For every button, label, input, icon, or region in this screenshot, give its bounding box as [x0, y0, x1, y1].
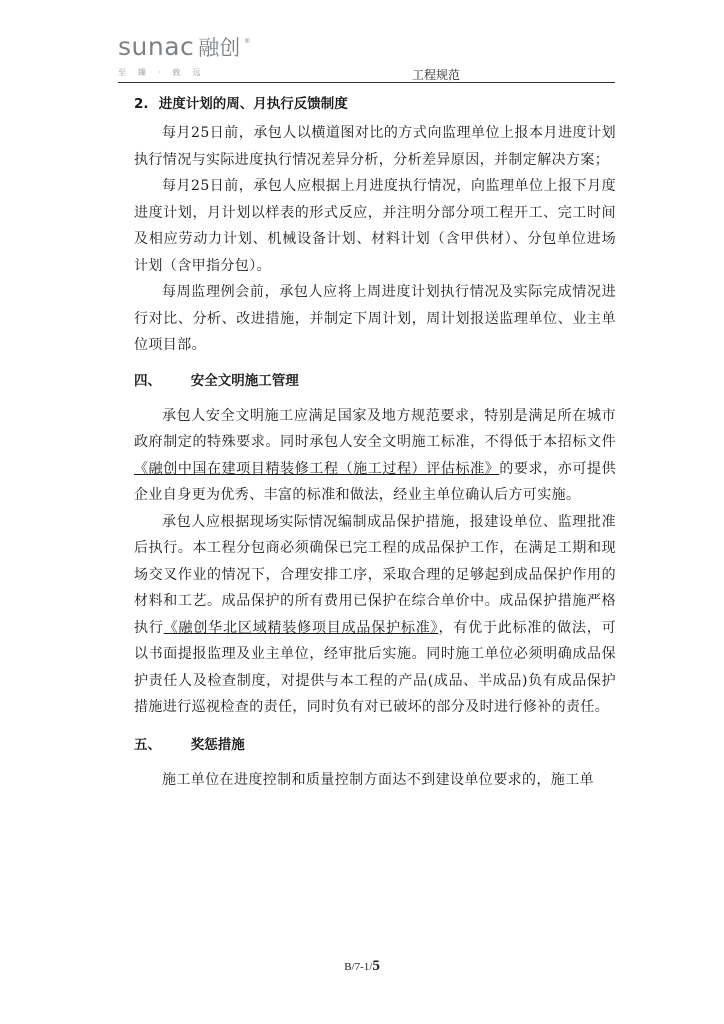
logo-tagline: 至臻·致远 [118, 68, 213, 77]
section-2-heading [134, 94, 616, 114]
page-content [134, 94, 616, 793]
section-2-paragraph-2: 每月25日前，承包人应根据上月进度执行情况，向监理单位上报下月度进度计划，月计划以样表的形式反应，并注明分部分项工程开工、完工时间及相应劳动力计划、机械设备计划、材料计划（含甲供材）、分包单位进场计划（含甲指分包）。 [134, 178, 616, 274]
evaluation-standard-reference: 《融创中国在建项目精装修工程（施工过程）评估标准》 [134, 460, 500, 477]
protection-standard-reference: 《融创华北区域精装修项目成品保护标准》 [163, 619, 439, 636]
section-2-title: 进度计划的周、月执行反馈制度 [158, 96, 348, 112]
section-4-paragraph-2 [134, 509, 616, 721]
section-4-paragraph-2-text-a: 承包人应根据现场实际情况编制成品保护措施，报建设单位、监理批准后执行。本工程分包商必须确保已完工程的成品保护工作，在满足工期和现场交叉作业的情况下，合理安排工序，采取合理的足够起到成品保护作用的材料和工艺。成品保护的所有费用已保护在综合单价中。成品保护措施严格执行 [134, 513, 616, 636]
section-2-number: 2. [134, 96, 149, 112]
section-2-paragraph-1: 每月25日前，承包人以横道图对比的方式向监理单位上报本月进度计划执行情况与实际进度执行情况差异分析，分析差异原因，并制定解决方案； [134, 125, 616, 168]
section-4-paragraph-1 [134, 403, 616, 509]
section-5-paragraph-1: 施工单位在进度控制和质量控制方面达不到建设单位要求的，施工单 [162, 771, 594, 788]
page-footer [0, 958, 724, 975]
section-5-heading [134, 735, 616, 755]
document-title: 工程规范 [412, 68, 461, 82]
logo-registered-mark: ® [244, 38, 251, 45]
section-4-paragraph-2-text-b: ，有优于此标准的做法，可以书面提报监理及业主单位，经审批后实施。同时施工单位必须明确成品保护责任人及检查制度，对提供与本工程的产品(成品、半成品)负有成品保护措施进行巡视检查的责任，同时负有对已破坏的部分及时进行修补的责任。 [134, 619, 616, 715]
section-4-heading [134, 371, 616, 391]
sunac-logo [118, 34, 250, 78]
page-number: 5 [372, 958, 380, 974]
header-divider [118, 82, 615, 83]
section-5-number: 五、 [134, 736, 161, 753]
section-4-paragraph-1-text-a: 承包人安全文明施工应满足国家及地方规范要求，特别是满足所在城市政府制定的特殊要求。同时承包人安全文明施工标准，不得低于本招标文件 [134, 407, 616, 450]
section-2-paragraph-3: 每周监理例会前，承包人应将上周进度计划执行情况及实际完成情况进行对比、分析、改进措施，并制定下周计划，周计划报送监理单位、业主单位项目部。 [134, 284, 616, 353]
section-4-number: 四、 [134, 372, 161, 389]
section-5-title: 奖惩措施 [190, 736, 245, 753]
section-4-title: 安全文明施工管理 [190, 372, 299, 389]
logo-wordmark-en: sunac [118, 32, 195, 61]
section-4-paragraph-1-text-b: 的要求，亦可提供企业自身更为优秀、丰富的标准和做法，经业主单位确认后方可实施。 [134, 460, 616, 503]
page-code: B/7-1/ [344, 961, 373, 973]
logo-wordmark-cn: 融创 [198, 36, 241, 60]
